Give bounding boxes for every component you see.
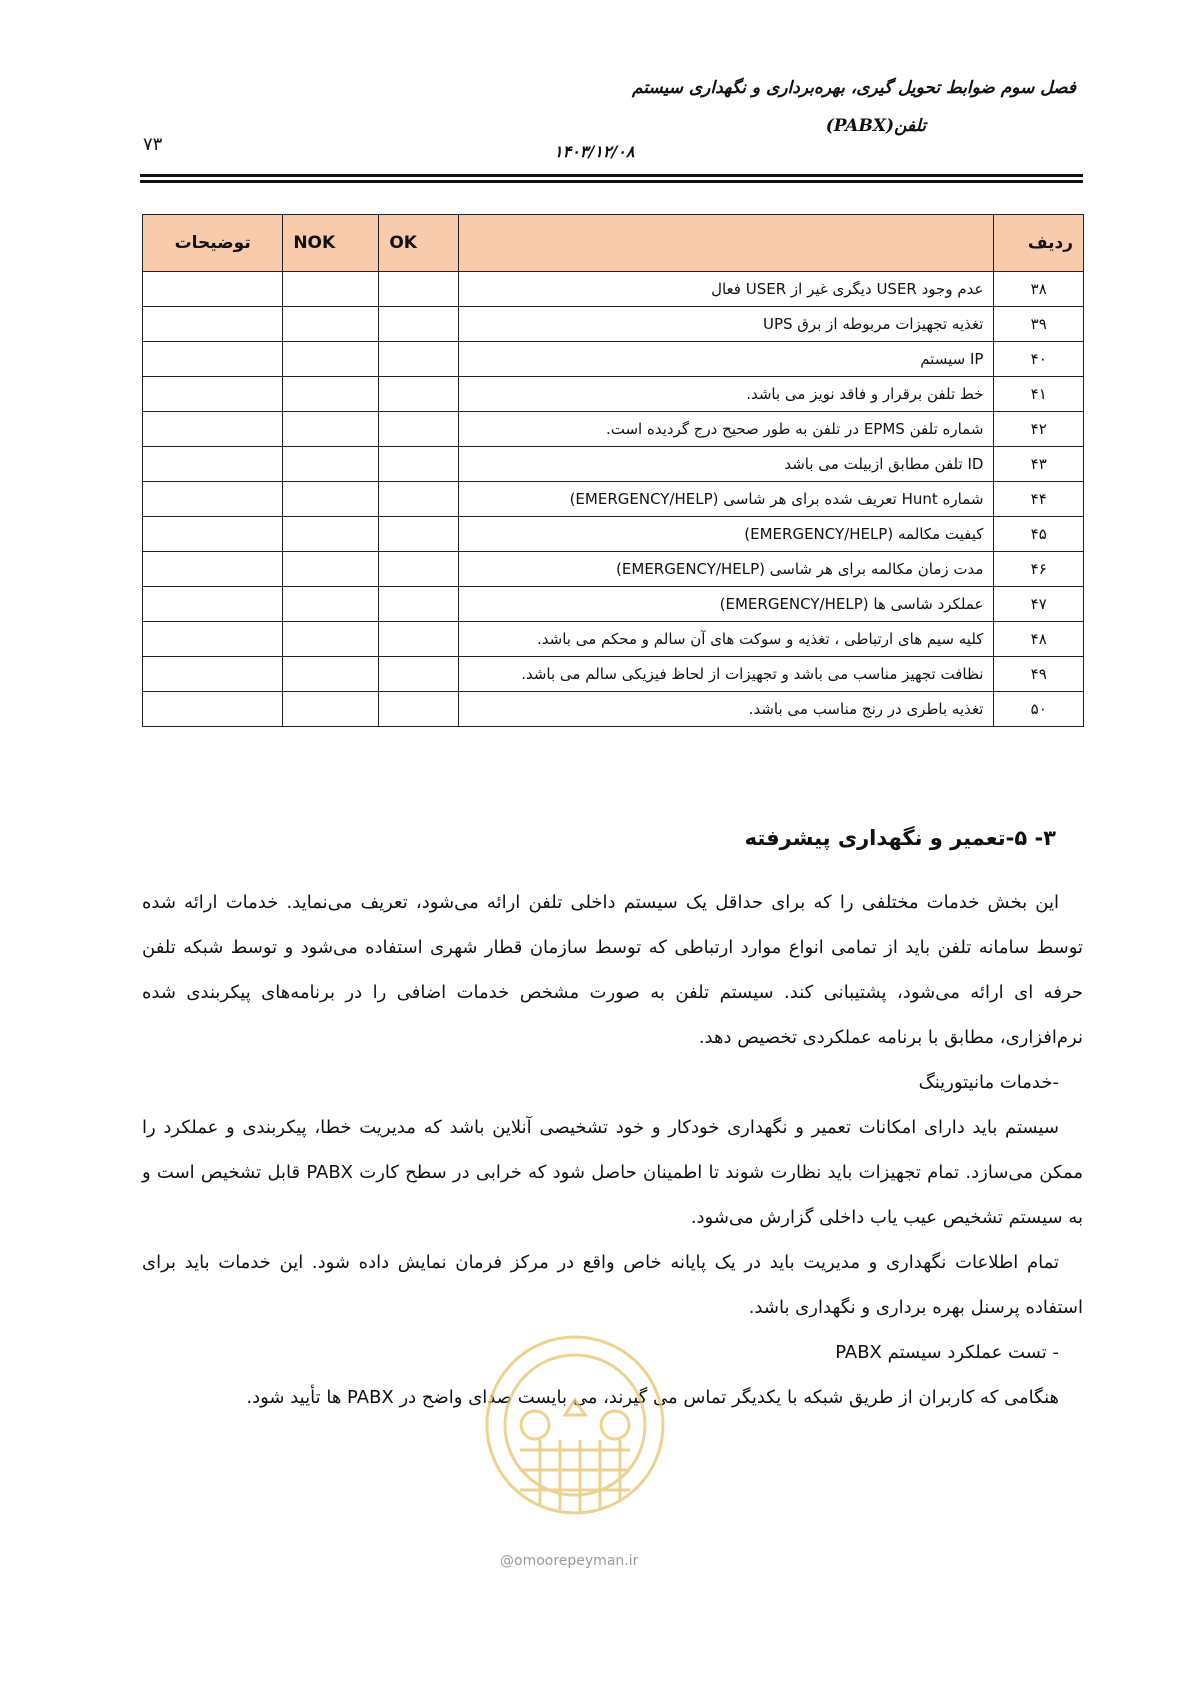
row-description: مدت زمان مکالمه برای هر شاسی (EMERGENCY/HELP) xyxy=(459,552,994,587)
row-description: تغذیه تجهیزات مربوطه از برق UPS xyxy=(459,307,994,342)
row-ok-cell xyxy=(379,552,459,587)
header-rule-bottom xyxy=(140,180,1083,183)
row-description: شماره تلفن EPMS در تلفن به طور صحیح درج گردیده است. xyxy=(459,412,994,447)
row-description: شماره Hunt تعریف شده برای هر شاسی (EMERGENCY/HELP) xyxy=(459,482,994,517)
header-ok: OK xyxy=(379,215,459,272)
row-ok-cell xyxy=(379,517,459,552)
table-row xyxy=(143,517,1084,552)
row-notes-cell xyxy=(143,552,283,587)
row-notes-cell xyxy=(143,587,283,622)
document-subtitle: تلفن(PABX) xyxy=(825,116,926,136)
row-nok-cell xyxy=(283,482,379,517)
document-date: ۱۴۰۳/۱۲/۰۸ xyxy=(554,142,635,161)
row-number: ۴۹ xyxy=(994,657,1084,692)
row-number: ۴۸ xyxy=(994,622,1084,657)
table-row xyxy=(143,377,1084,412)
header-rule-top xyxy=(140,174,1083,177)
row-ok-cell xyxy=(379,587,459,622)
row-description: نظافت تجهیز مناسب می باشد و تجهیزات از لحاظ فیزیکی سالم می باشد. xyxy=(459,657,994,692)
row-ok-cell xyxy=(379,447,459,482)
row-ok-cell xyxy=(379,342,459,377)
row-number: ۵۰ xyxy=(994,692,1084,727)
row-nok-cell xyxy=(283,377,379,412)
table-row xyxy=(143,482,1084,517)
row-description: عدم وجود USER دیگری غیر از USER فعال xyxy=(459,272,994,307)
paragraph-pabx-test: هنگامی که کاربران از طریق شبکه با یکدیگر تماس می گیرند، می بایست صدای واضح در PABX ها تأیید شود. xyxy=(246,1387,1059,1408)
row-nok-cell xyxy=(283,552,379,587)
header-item xyxy=(459,215,994,272)
row-ok-cell xyxy=(379,272,459,307)
row-ok-cell xyxy=(379,482,459,517)
table-row xyxy=(143,412,1084,447)
paragraph-intro: این بخش خدمات مختلفی را که برای حداقل یک سیستم داخلی تلفن ارائه می‌شود، تعریف می‌نماید. خدمات ارائه شده توسط سامانه تلفن باید از تمامی انواع موارد ارتباطی که توسط سازمان قطار شهری استفاده می‌شود و توسط شبکه تلفن حرفه ای ارائه می‌شود، پشتیبانی کند. سیستم تلفن به صورت مشخص خدمات اضافی را در برنامه‌های پیکربندی شده نرم‌افزاری، مطابق با برنامه عملکردی تخصیص دهد. xyxy=(142,892,1083,1048)
table-row xyxy=(143,657,1084,692)
row-notes-cell xyxy=(143,272,283,307)
row-notes-cell xyxy=(143,412,283,447)
row-number: ۴۶ xyxy=(994,552,1084,587)
row-ok-cell xyxy=(379,692,459,727)
row-description: تغذیه باطری در رنج مناسب می باشد. xyxy=(459,692,994,727)
row-number: ۴۷ xyxy=(994,587,1084,622)
row-nok-cell xyxy=(283,517,379,552)
table-row xyxy=(143,447,1084,482)
row-nok-cell xyxy=(283,622,379,657)
row-nok-cell xyxy=(283,307,379,342)
row-nok-cell xyxy=(283,447,379,482)
watermark-url: @omoorepeyman.ir xyxy=(500,1553,639,1569)
row-nok-cell xyxy=(283,412,379,447)
row-number: ۴۲ xyxy=(994,412,1084,447)
table-row xyxy=(143,272,1084,307)
row-number: ۴۳ xyxy=(994,447,1084,482)
row-ok-cell xyxy=(379,622,459,657)
header-nok: NOK xyxy=(283,215,379,272)
row-notes-cell xyxy=(143,377,283,412)
bullet-pabx-test: - تست عملکرد سیستم PABX xyxy=(835,1342,1059,1363)
row-description: کلیه سیم های ارتباطی ، تغذیه و سوکت های آن سالم و محکم می باشد. xyxy=(459,622,994,657)
row-notes-cell xyxy=(143,447,283,482)
paragraph-management: تمام اطلاعات نگهداری و مدیریت باید در یک پایانه خاص واقع در مرکز فرمان نمایش داده شود. این خدمات باید برای استفاده پرسنل بهره برداری و نگهداری باشد. xyxy=(142,1252,1083,1318)
row-description: IP سیستم xyxy=(459,342,994,377)
row-nok-cell xyxy=(283,272,379,307)
row-description: ID تلفن مطابق ازبیلت می باشد xyxy=(459,447,994,482)
table-header-row xyxy=(143,215,1084,272)
checklist-table xyxy=(142,214,1084,727)
row-notes-cell xyxy=(143,482,283,517)
row-ok-cell xyxy=(379,412,459,447)
watermark-stamp xyxy=(480,1330,670,1520)
row-number: ۴۰ xyxy=(994,342,1084,377)
header-notes: توضیحات xyxy=(143,215,283,272)
section-title: ۳- ۵-تعمیر و نگهداری پیشرفته xyxy=(744,826,1056,850)
table-row xyxy=(143,342,1084,377)
row-notes-cell xyxy=(143,342,283,377)
row-notes-cell xyxy=(143,517,283,552)
row-nok-cell xyxy=(283,692,379,727)
row-nok-cell xyxy=(283,342,379,377)
row-description: کیفیت مکالمه (EMERGENCY/HELP) xyxy=(459,517,994,552)
bullet-monitoring: -خدمات مانیتورینگ xyxy=(918,1072,1059,1093)
table-row xyxy=(143,587,1084,622)
row-notes-cell xyxy=(143,622,283,657)
row-number: ۴۵ xyxy=(994,517,1084,552)
header-row-number: ردیف xyxy=(994,215,1084,272)
row-nok-cell xyxy=(283,657,379,692)
table-row xyxy=(143,307,1084,342)
paragraph-maintenance: سیستم باید دارای امکانات تعمیر و نگهداری خودکار و خود تشخیصی آنلاین باشد که مدیریت خطا، پیکربندی و عملکرد را ممکن می‌سازد. تمام تجهیزات باید نظارت شوند تا اطمینان حاصل شود که خرابی در سطح کارت PABX قابل تشخیص است و به سیستم تشخیص عیب یاب داخلی گزارش می‌شود. xyxy=(142,1117,1083,1228)
row-notes-cell xyxy=(143,657,283,692)
table-row xyxy=(143,552,1084,587)
row-number: ۴۱ xyxy=(994,377,1084,412)
row-number: ۴۴ xyxy=(994,482,1084,517)
row-number: ۳۸ xyxy=(994,272,1084,307)
row-notes-cell xyxy=(143,307,283,342)
row-nok-cell xyxy=(283,587,379,622)
row-ok-cell xyxy=(379,657,459,692)
table-row xyxy=(143,692,1084,727)
page-number: ۷۳ xyxy=(143,134,163,155)
table-row xyxy=(143,622,1084,657)
row-ok-cell xyxy=(379,377,459,412)
row-number: ۳۹ xyxy=(994,307,1084,342)
row-notes-cell xyxy=(143,692,283,727)
document-chapter-title: فصل سوم ضوابط تحویل گیری، بهره‌برداری و نگهداری سیستم xyxy=(631,78,1076,98)
row-description: خط تلفن برقرار و فاقد نویز می باشد. xyxy=(459,377,994,412)
row-description: عملکرد شاسی ها (EMERGENCY/HELP) xyxy=(459,587,994,622)
row-ok-cell xyxy=(379,307,459,342)
